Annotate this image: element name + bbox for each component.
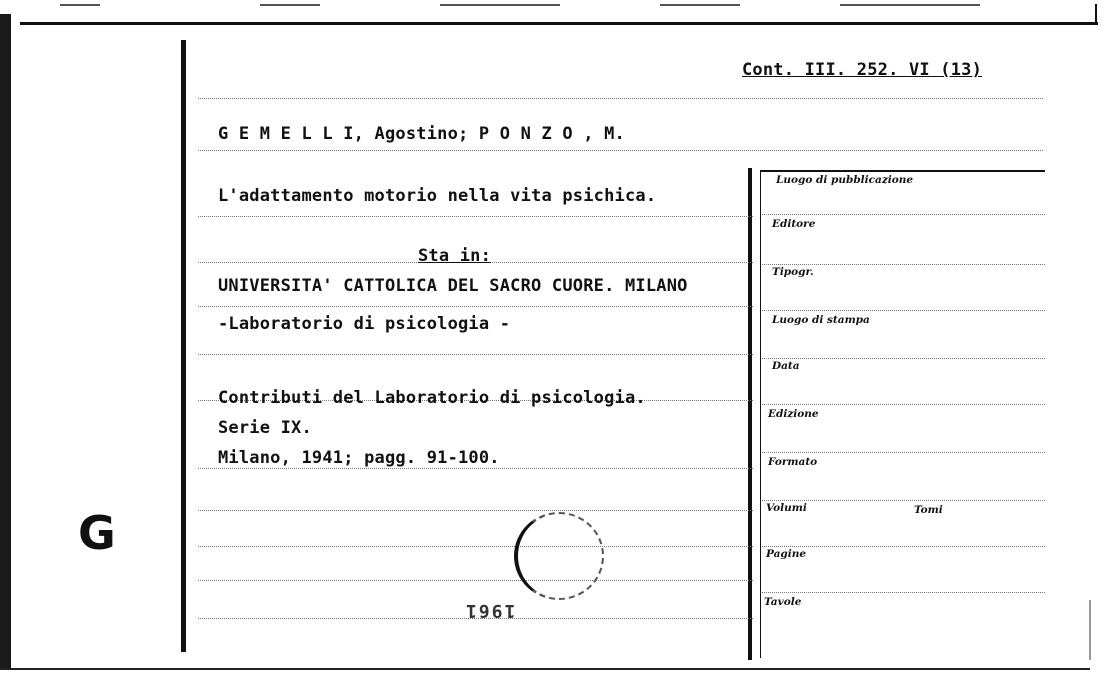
bottom-border xyxy=(0,668,1090,670)
box-line xyxy=(762,214,1045,215)
margin-rule xyxy=(181,40,186,652)
rule-line xyxy=(198,216,753,217)
box-line xyxy=(762,452,1045,453)
label-tomi: Tomi xyxy=(914,504,943,516)
label-luogo-stampa: Luogo di stampa xyxy=(772,314,870,326)
card-left-edge xyxy=(0,14,11,668)
box-line xyxy=(762,500,1045,501)
rule-line xyxy=(198,468,753,469)
rule-line xyxy=(198,580,753,581)
box-line xyxy=(762,310,1045,311)
rule-line xyxy=(198,98,1043,99)
laboratory-line: -Laboratorio di psicologia - xyxy=(218,314,511,334)
author-line: G E M E L L I, Agostino; P O N Z O , M. xyxy=(218,124,625,144)
rule-line xyxy=(198,354,753,355)
rule-line xyxy=(198,150,1043,151)
box-line xyxy=(762,404,1045,405)
box-top-rule xyxy=(760,170,1045,172)
right-edge-mark xyxy=(1089,600,1091,660)
stamp-number: 1961 xyxy=(464,600,516,621)
top-border xyxy=(20,0,1098,25)
rule-line xyxy=(198,306,753,307)
index-letter: G xyxy=(78,506,116,560)
shelf-mark: Cont. III. 252. VI (13) xyxy=(742,60,983,80)
label-tavole: Tavole xyxy=(764,596,802,608)
imprint-line: Milano, 1941; pagg. 91-100. xyxy=(218,448,500,468)
box-line xyxy=(762,592,1045,593)
label-editore: Editore xyxy=(772,218,816,230)
box-left-rule xyxy=(760,170,761,658)
rule-line xyxy=(198,510,753,511)
label-luogo-pubblicazione: Luogo di pubblicazione xyxy=(776,174,914,186)
label-formato: Formato xyxy=(768,456,818,468)
sta-in-label: Sta in: xyxy=(418,246,492,266)
right-bracket xyxy=(1081,4,1097,24)
institution-line: UNIVERSITA' CATTOLICA DEL SACRO CUORE. MILANO xyxy=(218,276,688,296)
box-line xyxy=(762,264,1045,265)
column-rule xyxy=(748,168,752,660)
rule-line xyxy=(198,546,753,547)
series-title-line: Contributi del Laboratorio di psicologia. xyxy=(218,388,646,408)
box-line xyxy=(762,358,1045,359)
label-pagine: Pagine xyxy=(766,548,807,560)
label-tipogr: Tipogr. xyxy=(772,266,814,278)
label-volumi: Volumi xyxy=(766,502,807,514)
series-number-line: Serie IX. xyxy=(218,418,312,438)
punch-hole xyxy=(514,512,604,600)
box-line xyxy=(762,546,1045,547)
label-data: Data xyxy=(772,360,800,372)
label-edizione: Edizione xyxy=(768,408,819,420)
title-line: L'adattamento motorio nella vita psichica. xyxy=(218,186,657,206)
